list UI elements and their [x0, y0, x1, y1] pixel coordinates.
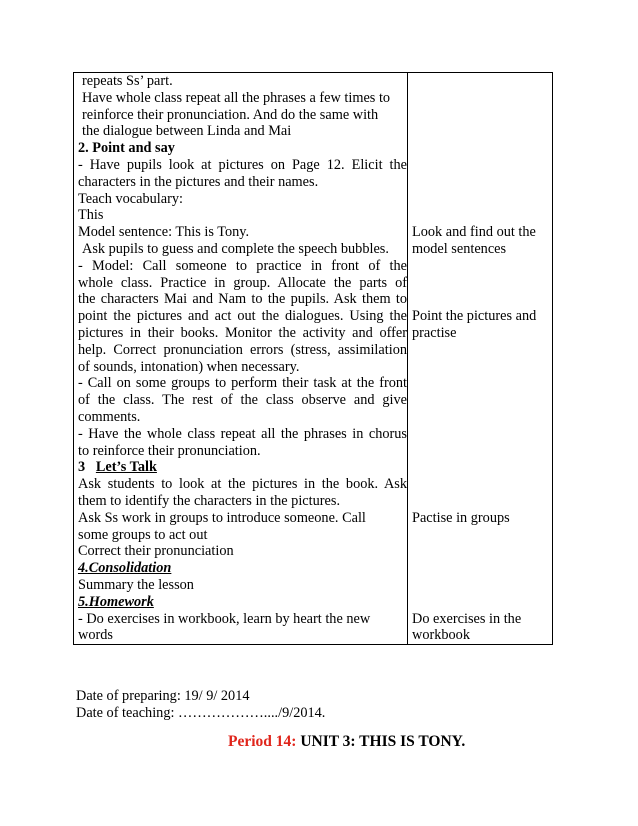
blank-line [408, 90, 552, 107]
lesson-plan-table [73, 72, 553, 645]
teacher-activity-line: point the pictures and act out the dialogues. Using the [78, 308, 407, 325]
student-activities-cell [408, 73, 553, 645]
teacher-activity-line: This [78, 207, 104, 224]
blank-line [408, 476, 552, 493]
teacher-activity-line: - Do exercises in workbook, learn by heart the new [78, 610, 371, 627]
blank-line [408, 174, 552, 191]
blank-line [408, 191, 552, 208]
teacher-activity-line: repeats Ss’ part. [82, 73, 173, 89]
teacher-activity-line: pictures in their books. Monitor the activity and offer [78, 324, 407, 341]
teacher-activity-line: Ask students to look at the pictures in the book. Ask [78, 476, 407, 493]
blank-line [408, 107, 552, 124]
blank-line [408, 123, 552, 140]
student-activity-line: model sentences [412, 240, 507, 257]
period-label: Period 14: [228, 733, 297, 750]
blank-line [408, 493, 552, 510]
teacher-activity-line: 5.Homework [78, 593, 154, 610]
student-activity-line: workbook [412, 627, 470, 644]
table-row [74, 73, 553, 645]
blank-line [408, 560, 552, 577]
blank-line [408, 258, 552, 275]
blank-line [408, 275, 552, 292]
student-activity-line: Point the pictures and [412, 308, 537, 325]
blank-line [408, 157, 552, 174]
blank-line [408, 207, 552, 224]
teacher-activity-line: of sounds, intonation) when necessary. [78, 358, 300, 375]
blank-line [408, 577, 552, 594]
teacher-activity-line: 4.Consolidation [78, 560, 172, 577]
teacher-activity-line: the characters Mai and Nam to the pupils. Ask them to [78, 291, 407, 308]
date-of-preparing: Date of preparing: 19/ 9/ 2014 [76, 688, 250, 704]
date-of-teaching: Date of teaching: ………………..../9/2014. [76, 705, 326, 721]
blank-line [408, 359, 552, 376]
student-activity-line: practise [412, 324, 457, 341]
teacher-activity-line: characters in the pictures and their names. [78, 173, 319, 190]
teacher-activity-line: Have whole class repeat all the phrases a few times to [82, 89, 391, 106]
blank-line [408, 291, 552, 308]
teacher-activity-line: - Have the whole class repeat all the phrases in chorus [78, 425, 407, 442]
teacher-activity-line: reinforce their pronunciation. And do the same with [82, 106, 379, 123]
blank-line [408, 543, 552, 560]
teacher-activity-line: Ask Ss work in groups to introduce someone. Call [78, 509, 366, 526]
unit-title: UNIT 3: THIS IS TONY. [296, 733, 466, 750]
teacher-activity-line: - Have pupils look at pictures on Page 12. Elicit the [78, 156, 407, 173]
teacher-activity-line: words [78, 627, 113, 644]
teacher-activity-line: Teach vocabulary: [78, 190, 183, 207]
teacher-activity-line: - Model: Call someone to practice in front of the [78, 257, 407, 274]
blank-line [408, 392, 552, 409]
teacher-activity-line: some groups to act out [78, 526, 208, 543]
blank-line [408, 73, 552, 90]
blank-line [408, 459, 552, 476]
teacher-activity-line: comments. [78, 408, 141, 425]
blank-line [408, 594, 552, 611]
teacher-activity-line: 2. Point and say [78, 140, 175, 157]
teacher-activity-line: them to identify the characters in the pictures. [78, 492, 341, 509]
teacher-activity-line: Correct their pronunciation [78, 543, 234, 560]
blank-line [408, 409, 552, 426]
teacher-activity-line: - Call on some groups to perform their task at the front [78, 375, 407, 392]
blank-line [408, 426, 552, 443]
teacher-activity-line: Model sentence: This is Tony. [78, 224, 250, 241]
teacher-activity-line: 3 Let’s Talk [78, 459, 157, 476]
period-title [228, 733, 465, 751]
blank-line [408, 342, 552, 359]
teacher-activity-line: whole class. Practice in group. Allocate the parts of [78, 274, 407, 291]
teacher-activity-line: of the class. The rest of the class observe and give [78, 392, 407, 409]
teacher-activity-line: help. Correct pronunciation errors (stress, assimilation [78, 341, 407, 358]
blank-line [408, 527, 552, 544]
blank-line [408, 140, 552, 157]
blank-line [408, 375, 552, 392]
blank-line [408, 443, 552, 460]
teacher-activity-line: Summary the lesson [78, 576, 194, 593]
student-activity-line: Do exercises in the [412, 610, 522, 627]
teacher-activity-line: the dialogue between Linda and Mai [82, 123, 292, 140]
student-activity-line: Pactise in groups [412, 509, 510, 526]
teacher-activity-line: to reinforce their pronunciation. [78, 442, 261, 459]
teacher-activity-line: Ask pupils to guess and complete the speech bubbles. [82, 240, 389, 257]
teacher-activities-cell [74, 73, 408, 645]
student-activity-line: Look and find out the [412, 224, 536, 241]
